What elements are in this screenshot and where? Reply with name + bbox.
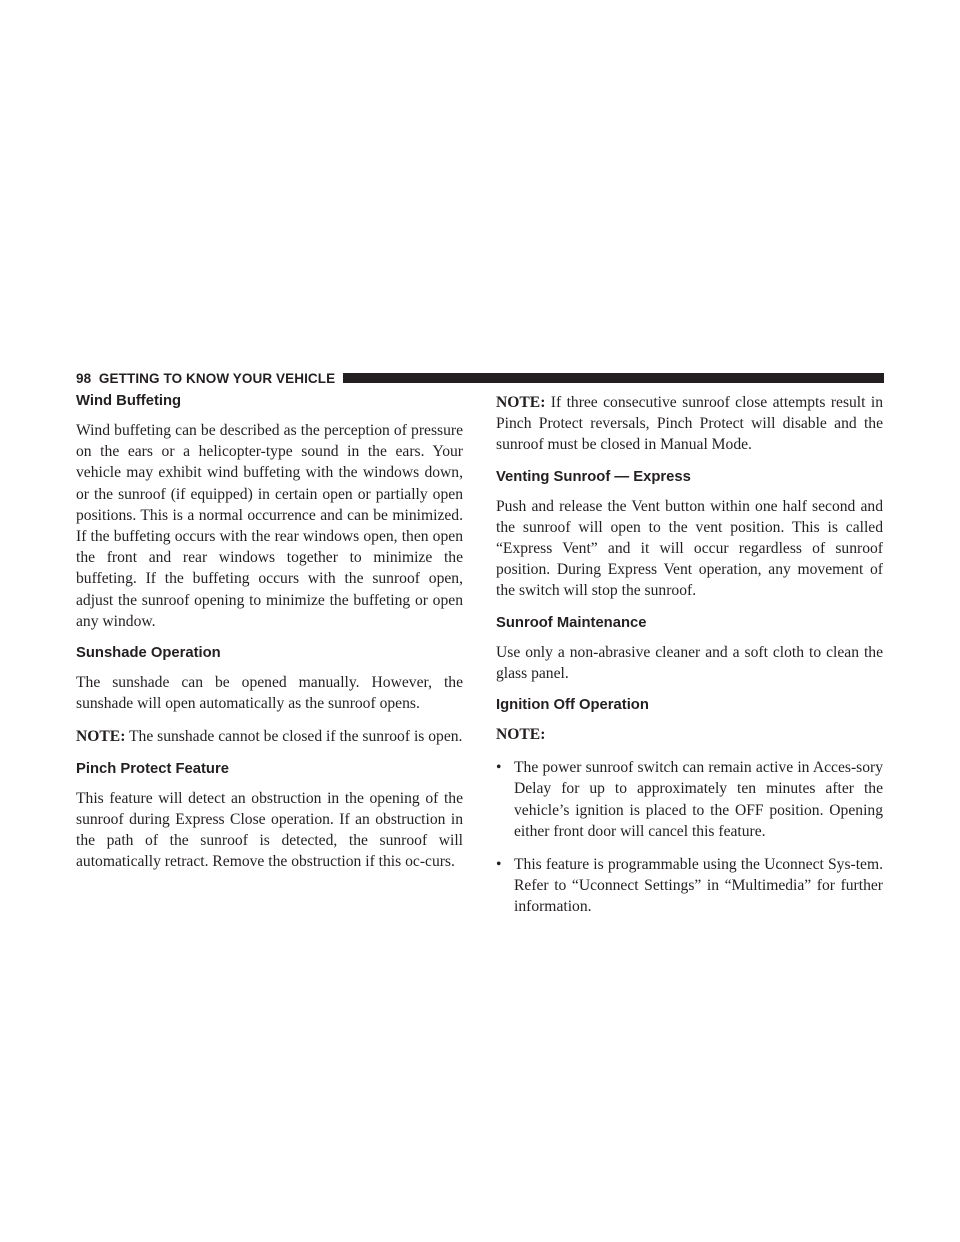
section-wind-buffeting	[76, 392, 463, 632]
list-item	[496, 854, 883, 918]
body-venting-sunroof: Push and release the Vent button within one half second and the sunroof will open to the vent position. This is called “Express Vent” and it will occur regardless of sunroof position. During Express Vent operation, any movement of the switch will stop the sunroof.	[496, 497, 883, 600]
body-wind-buffeting: Wind buffeting can be described as the perception of pressure on the ears or a helicopter-type sound in the ears. Your vehicle may exhibit wind buffeting with the windows down, or the sunroof (if equipped) in certain open or partially open positions. This is a normal occurrence and can be minimized. If the buffeting occurs with the rear windows open, then open the front and rear windows together to minimize the buffeting. If the buffeting occurs with the sunroof open, adjust the sunroof opening to minimize the buffeting or open any window.	[76, 422, 463, 630]
body-pinch-protect: This feature will detect an obstruction in the opening of the sunroof during Express Close operation. If an obstruction in the path of the sunroof is detected, the sunroof will automatically retract. Remove the obstruction if this oc-curs.	[76, 789, 463, 871]
note-label: NOTE:	[496, 726, 546, 744]
note-text: The sunshade cannot be closed if the sunroof is open.	[125, 728, 463, 746]
heading-sunroof-maintenance: Sunroof Maintenance	[496, 614, 647, 631]
note-text: If three consecutive sunroof close attempts result in Pinch Protect reversals, Pinch Protect will disable and the sunroof must be closed in Manual Mode.	[496, 394, 883, 454]
note-ignition-off	[496, 724, 883, 745]
body-sunroof-maintenance: Use only a non-abrasive cleaner and a soft cloth to clean the glass panel.	[496, 643, 883, 682]
ignition-off-bullet-list	[496, 757, 883, 917]
note-sunshade	[76, 726, 463, 747]
note-label: NOTE:	[496, 394, 546, 411]
heading-wind-buffeting: Wind Buffeting	[76, 393, 182, 409]
list-item-text: This feature is programmable using the Uconnect Sys-tem. Refer to “Uconnect Settings” in “Multimedia” for further information.	[514, 856, 883, 916]
body-sunshade-operation: The sunshade can be opened manually. However, the sunshade will open automatically as the sunroof opens.	[76, 674, 463, 713]
section-sunroof-maintenance	[496, 614, 883, 684]
page-header	[76, 370, 884, 386]
note-label: NOTE:	[76, 728, 126, 746]
left-column	[76, 392, 463, 884]
heading-sunshade-operation: Sunshade Operation	[76, 645, 221, 662]
section-pinch-protect	[76, 760, 463, 873]
heading-venting-sunroof: Venting Sunroof — Express	[496, 468, 691, 485]
heading-pinch-protect: Pinch Protect Feature	[76, 760, 229, 777]
list-item-text: The power sunroof switch can remain active in Acces-sory Delay for up to approximately ten minutes after the vehicle’s ignition is placed to the OFF position. Opening either front door will cancel this feature.	[514, 759, 883, 840]
bullet-icon: •	[496, 759, 502, 777]
section-venting-sunroof	[496, 468, 883, 602]
heading-ignition-off: Ignition Off Operation	[496, 697, 649, 714]
list-item	[496, 757, 883, 842]
header-rule	[343, 373, 884, 383]
page-header-text	[76, 371, 335, 386]
bullet-icon: •	[496, 856, 502, 874]
section-title: GETTING TO KNOW YOUR VEHICLE	[98, 370, 336, 386]
section-ignition-off	[496, 696, 883, 918]
right-column	[496, 392, 883, 930]
section-sunshade-operation	[76, 644, 463, 748]
note-pinch-protect	[496, 392, 883, 456]
page-number: 98	[76, 370, 92, 386]
